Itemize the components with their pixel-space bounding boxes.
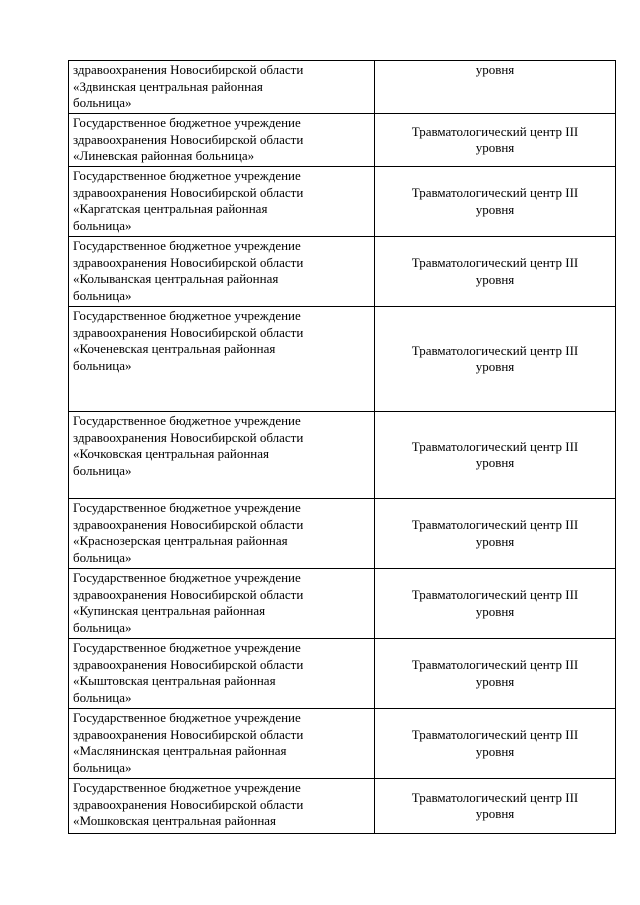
center-level-cell: Травматологический центр III уровня (375, 307, 616, 412)
table-row (69, 412, 616, 499)
center-level-cell: Травматологический центр III уровня (375, 499, 616, 569)
table-row (69, 499, 616, 569)
center-level-cell: Травматологический центр III уровня (375, 114, 616, 167)
institution-name-cell: Государственное бюджетное учреждение здравоохранения Новосибирской области «Линевская районная больница» (69, 114, 375, 167)
center-level-cell: Травматологический центр III уровня (375, 779, 616, 834)
table-row (69, 569, 616, 639)
table-row (69, 639, 616, 709)
center-level-cell: Травматологический центр III уровня (375, 167, 616, 237)
center-level-cell: Травматологический центр III уровня (375, 709, 616, 779)
table-row (69, 114, 616, 167)
table-row (69, 61, 616, 114)
table-row (69, 709, 616, 779)
institution-name-cell: Государственное бюджетное учреждение здравоохранения Новосибирской области «Мошковская центральная районная (69, 779, 375, 834)
table-row (69, 237, 616, 307)
table-row (69, 307, 616, 412)
center-level-cell: Травматологический центр III уровня (375, 569, 616, 639)
center-level-cell: Травматологический центр III уровня (375, 412, 616, 499)
center-level-cell: уровня (375, 61, 616, 114)
institution-name-cell: Государственное бюджетное учреждение здравоохранения Новосибирской области «Колыванская центральная районная больница» (69, 237, 375, 307)
institution-name-cell: здравоохранения Новосибирской области «Здвинская центральная районная больница» (69, 61, 375, 114)
table-row (69, 167, 616, 237)
center-level-cell: Травматологический центр III уровня (375, 237, 616, 307)
institution-name-cell: Государственное бюджетное учреждение здравоохранения Новосибирской области «Маслянинская центральная районная больница» (69, 709, 375, 779)
institution-name-cell: Государственное бюджетное учреждение здравоохранения Новосибирской области «Купинская центральная районная больница» (69, 569, 375, 639)
institution-name-cell: Государственное бюджетное учреждение здравоохранения Новосибирской области «Каргатская центральная районная больница» (69, 167, 375, 237)
institution-name-cell: Государственное бюджетное учреждение здравоохранения Новосибирской области «Коченевская центральная районная больница» (69, 307, 375, 412)
table-row (69, 779, 616, 834)
institution-name-cell: Государственное бюджетное учреждение здравоохранения Новосибирской области «Кыштовская центральная районная больница» (69, 639, 375, 709)
institution-name-cell: Государственное бюджетное учреждение здравоохранения Новосибирской области «Краснозерская центральная районная больница» (69, 499, 375, 569)
center-level-cell: Травматологический центр III уровня (375, 639, 616, 709)
institution-name-cell: Государственное бюджетное учреждение здравоохранения Новосибирской области «Кочковская центральная районная больница» (69, 412, 375, 499)
institutions-table (68, 60, 616, 834)
